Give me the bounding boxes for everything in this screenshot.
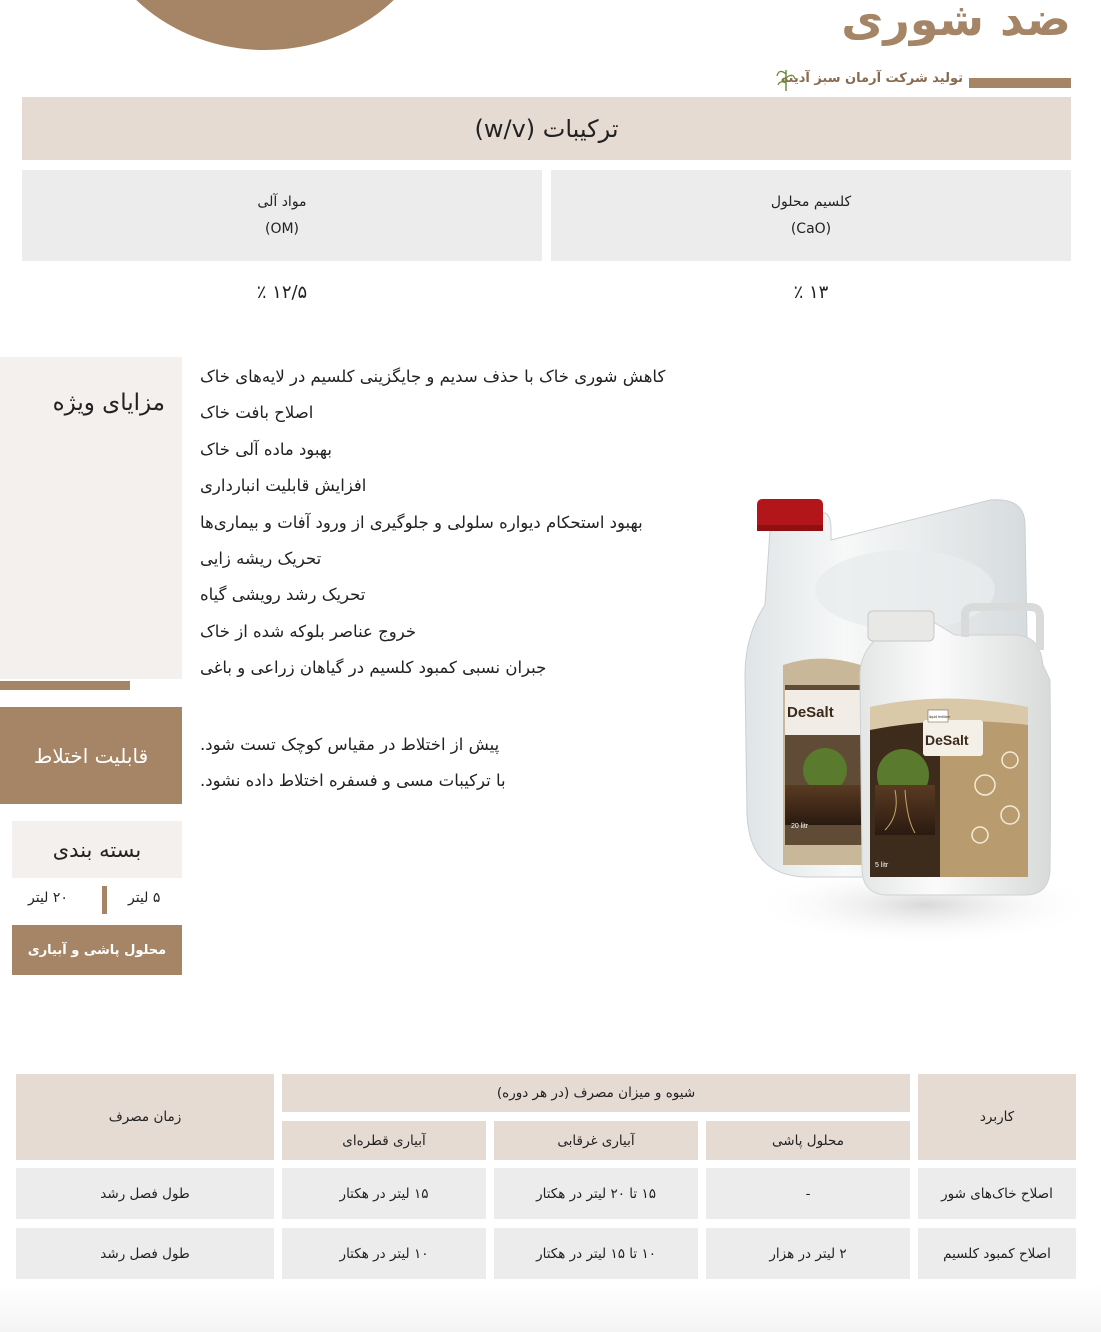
- feature-item: اصلاح بافت خاک: [200, 403, 314, 423]
- jug-5l-badge: liquid fertilizer: [929, 715, 951, 719]
- table-header-method-group: شیوه و میزان مصرف (در هر دوره): [282, 1074, 910, 1112]
- composition-title: ترکیبات (w/v): [22, 97, 1071, 160]
- leaf-logo-icon: [775, 66, 797, 92]
- composition-formula: (OM): [264, 220, 300, 237]
- composition-formula: (CaO): [790, 220, 832, 237]
- feature-item: جبران نسبی کمبود کلسیم در گیاهان زراعی و باغی: [200, 658, 547, 678]
- composition-name: مواد آلی: [257, 193, 307, 210]
- composition-item-organic: [22, 170, 542, 261]
- feature-item: بهبود ماده آلی خاک: [200, 439, 332, 459]
- composition-value-organic: ۱۲/۵ ٪: [256, 282, 308, 303]
- table-cell-time: طول فصل رشد: [16, 1228, 274, 1279]
- package-divider: [102, 886, 107, 914]
- table-header-drip: آبیاری قطره‌ای: [282, 1121, 486, 1160]
- table-cell-application: اصلاح خاک‌های شور: [918, 1168, 1076, 1219]
- feature-item: تحریک رشد رویشی گیاه: [200, 585, 366, 605]
- page-footer-fade: [0, 1285, 1101, 1332]
- table-cell-flood: ۱۵ تا ۲۰ لیتر در هکتار: [494, 1168, 698, 1219]
- feature-item: تحریک ریشه زایی: [200, 549, 322, 569]
- brand-text: تولید شرکت آرمان سبز آدینه: [780, 71, 963, 86]
- brand-accent-bar: [969, 78, 1071, 88]
- page-title: ضد شوری: [841, 0, 1071, 46]
- packaging-title: بسته بندی: [12, 821, 182, 878]
- table-cell-foliar: -: [706, 1168, 910, 1219]
- decorative-circle: [90, 0, 440, 50]
- mixing-note: با ترکیبات مسی و فسفره اختلاط داده نشود.: [200, 771, 506, 791]
- table-cell-foliar: ۲ لیتر در هزار: [706, 1228, 910, 1279]
- feature-item: افزایش قابلیت انبارداری: [200, 476, 367, 496]
- feature-item: کاهش شوری خاک با حذف سدیم و جایگزینی کلسیم در لایه‌های خاک: [200, 367, 666, 386]
- composition-name: کلسیم محلول: [770, 193, 852, 210]
- jug-20l-volume: 20 litr: [791, 823, 809, 830]
- table-header-flood: آبیاری غرقابی: [494, 1121, 698, 1160]
- package-size-5l: ۵ لیتر: [128, 890, 161, 906]
- jug-5l: [860, 607, 1051, 895]
- table-cell-drip: ۱۰ لیتر در هکتار: [282, 1228, 486, 1279]
- table-header-foliar: محلول پاشی: [706, 1121, 910, 1160]
- mixing-note: پیش از اختلاط در مقیاس کوچک تست شود.: [200, 735, 500, 754]
- jug-20l-brand: DeSalt: [787, 704, 834, 721]
- table-cell-drip: ۱۵ لیتر در هکتار: [282, 1168, 486, 1219]
- features-list: [200, 359, 760, 687]
- features-title: مزایای ویژه: [52, 390, 165, 416]
- mixing-notes: [200, 727, 620, 800]
- table-cell-flood: ۱۰ تا ۱۵ لیتر در هکتار: [494, 1228, 698, 1279]
- jug-5l-brand: DeSalt: [925, 732, 969, 748]
- product-image: [735, 485, 1101, 965]
- composition-value-calcium: ۱۳ ٪: [793, 282, 829, 303]
- application-method-badge: محلول پاشی و آبیاری: [12, 925, 182, 975]
- table-header-application: کاربرد: [918, 1074, 1076, 1160]
- mixing-title: قابلیت اختلاط: [0, 707, 182, 804]
- feature-item: خروج عناصر بلوکه شده از خاک: [200, 621, 417, 641]
- composition-item-calcium: [551, 170, 1071, 261]
- table-cell-time: طول فصل رشد: [16, 1168, 274, 1219]
- feature-item: بهبود استحکام دیواره سلولی و جلوگیری از ورود آفات و بیماری‌ها: [200, 512, 643, 532]
- package-size-20l: ۲۰ لیتر: [28, 890, 68, 906]
- jug-5l-volume: 5 litr: [875, 862, 889, 869]
- table-header-time: زمان مصرف: [16, 1074, 274, 1160]
- table-cell-application: اصلاح کمبود کلسیم: [918, 1228, 1076, 1279]
- features-accent-bar: [0, 681, 130, 690]
- brand-line: [781, 71, 963, 86]
